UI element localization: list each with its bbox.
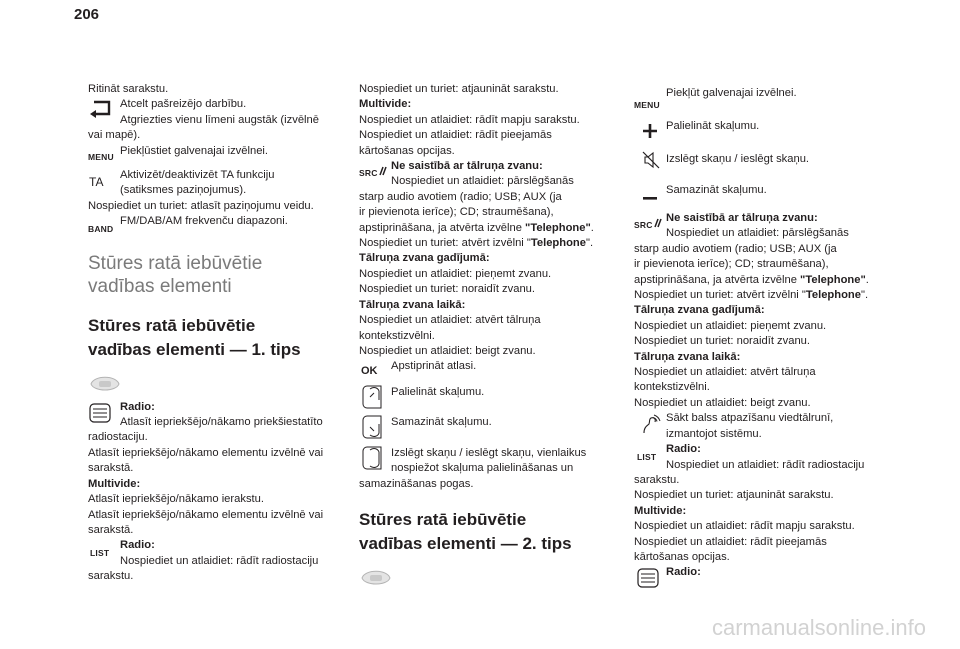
band-label: BAND [88,224,114,235]
text-span: apstiprināšana, ja atvērta izvēlne [634,273,801,286]
text-line: Aktivizēt/deaktivizēt TA funkciju [120,169,275,182]
text-line: Atlasīt iepriekšējo/nākamo elementu izvēlnē vai [88,446,324,459]
band-row [88,214,350,235]
menu-row [634,82,896,116]
text-line: Atlasīt iepriekšējo/nākamo elementu izvēlnē vai [88,508,324,521]
voice-recognition-icon [640,413,662,435]
text-line: Tālruņa zvana gadījumā: [634,304,765,317]
text-line: sarakstu. [88,570,134,583]
back-arrow-icon [88,99,114,119]
text-span: "Telephone" [800,273,866,286]
text-line: ir pievienota ierīce); CD; straumēšana), [634,258,829,271]
src-label [359,166,388,181]
list-label: LIST [637,452,657,463]
scroll-wheel-icon [636,568,660,588]
text-line: Ne saistībā ar tālruņa zvanu: [391,160,543,173]
text-line: Nospiediet un turiet: atjaunināt sarakstu. [359,83,559,95]
text-line: Radio: [666,566,701,579]
column-3 [634,82,896,581]
text-line: Nospiediet un turiet: noraidīt zvanu. [634,335,810,348]
text-line: Atlasīt iepriekšējo/nākamo priekšiestatīto [120,416,323,429]
section-title-line: Stūres ratā iebūvētie [88,252,263,274]
text-line: (satiksmes paziņojumus). [120,184,247,197]
src-text: SRC [634,220,653,230]
text-line: samazināšanas pogas. [359,477,474,490]
menu-row [88,144,350,162]
src-arrows-icon [653,218,663,228]
text-line: Nospiediet un atlaidiet: rādīt mapju sarakstu. [359,113,580,126]
text-span: . [865,273,869,286]
text-line: izmantojot sistēmu. [666,427,762,440]
text-line: Multivide: [634,504,687,517]
src-text: SRC [359,168,378,179]
text-line: vai mapē). [88,129,141,142]
text-line [634,288,896,303]
page-number: 206 [74,6,100,23]
text-line: Nospiediet un turiet: noraidīt zvanu. [359,283,535,296]
text-line: sarakstā. [88,523,134,536]
text-line: sarakstu. [634,473,680,486]
text-line: Multivide: [359,98,412,111]
text-line: starp audio avotiem (radio; USB; AUX (ja [634,242,837,255]
text-line: Nospiediet un atlaidiet: rādīt radiostaciju [666,458,865,471]
text-line: ir pievienota ierīce); CD; straumēšana), [359,206,554,219]
text-span: apstiprināšana, ja atvērta izvēlne [359,221,526,234]
text-line: radiostaciju. [88,431,148,444]
list-row [88,538,350,584]
text-line: Nospiediet un atlaidiet: atvērt tālruņa [634,366,816,379]
mute-row [634,148,896,179]
text-line: Piekļūt galvenajai izvēlnei. [666,87,797,99]
text-line: Atlasīt iepriekšējo/nākamo ierakstu. [88,493,264,506]
text-span: "Telephone" [525,221,591,234]
voice-row [634,411,896,442]
text-line: Samazināt skaļumu. [666,184,767,196]
text-line: Nospiediet un atlaidiet: rādīt mapju sarakstu. [634,520,855,533]
text-line: Piekļūstiet galvenajai izvēlnei. [120,144,269,157]
text-line: Nospiediet un atlaidiet: beigt zvanu. [634,396,811,409]
text-line: kontekstizvēlni. [634,381,710,394]
text-span: ". [586,237,594,250]
text-line: Apstiprināt atlasi. [391,360,477,373]
list-row [634,442,896,565]
text-span: Telephone [530,237,586,250]
text-line: sarakstā. [88,462,134,475]
mute-row [359,446,621,492]
text-line: Atgriezties vienu līmeni augstāk (izvēlnē [120,113,319,126]
text-line: Tālruņa zvana laikā: [359,298,466,311]
menu-label: MENU [634,100,660,110]
text-line: FM/DAB/AM frekvenču diapazoni. [120,215,288,228]
ta-row [88,168,350,214]
text-span: Nospiediet un turiet: atvērt izvēlni " [359,237,531,250]
text-line: Radio: [120,539,155,552]
src-row [359,159,621,359]
volume-down-thumbwheel-icon [359,413,387,441]
text-line: Nospiediet un atlaidiet: pieņemt zvanu. [359,267,552,280]
speaker-mute-icon [642,151,660,169]
text-line: Nospiediet un atlaidiet: rādīt radiostaciju [120,554,319,567]
volume-up-thumbwheel-icon [359,383,387,411]
text-line: Nospiediet un atlaidiet: rādīt pieejamās [359,129,552,142]
plus-icon [643,124,657,139]
text-line: Ne saistībā ar tālruņa zvanu: [666,212,818,224]
text-line: Radio: [666,443,701,456]
text-line: Palielināt skaļumu. [666,120,760,132]
text-line: kontekstizvēlni. [359,329,435,342]
text-span: Nospiediet un turiet: atvērt izvēlni " [634,289,806,302]
menu-label: MENU [88,151,114,162]
text-line: Sākt balss atpazīšanu viedtālrunī, [666,412,834,425]
column-2 [359,82,621,594]
text-line: Atcelt pašreizējo darbību. [120,98,247,111]
text-span: . [590,221,594,234]
text-line: Multivide: [88,477,141,490]
text-line: Nospiediet un atlaidiet: pieņemt zvanu. [634,319,827,332]
text-line [634,273,896,288]
ok-row [359,359,621,378]
list-label: LIST [90,548,110,559]
src-arrows-icon [378,166,388,176]
src-row [634,211,896,411]
text-line: Palielināt skaļumu. [391,385,485,398]
ok-label: OK [361,365,378,378]
vol-up-row [359,385,621,415]
text-line [359,236,621,251]
section-title [88,252,350,298]
text-line [359,221,621,236]
text-line: starp audio avotiem (radio; USB; AUX (ja [359,190,562,203]
subsection-title-line: Stūres ratā iebūvētie [359,509,527,529]
vol-down-row [359,415,621,446]
steering-wheel-icon [88,372,350,394]
text-line: Nospiediet un atlaidiet: pārslēgšanās [391,175,574,188]
subsection-title [359,508,621,556]
radio-row [88,400,350,539]
src-label [634,218,663,233]
text-span: Telephone [805,289,861,302]
mute-thumbwheel-icon [359,444,387,472]
text-line: Izslēgt skaņu / ieslēgt skaņu. [666,153,810,165]
back-row [88,97,350,143]
text-line: Izslēgt skaņu / ieslēgt skaņu, vienlaikus [391,446,587,459]
radio-row [634,565,896,580]
text-line: Nospiediet un turiet: atlasīt paziņojumu veidu. [88,199,314,212]
steering-wheel-icon [359,566,621,588]
column-1 [88,82,350,585]
text-line: Tālruņa zvana laikā: [634,350,741,363]
watermark: carmanualsonline.info [711,615,926,640]
text-line: Samazināt skaļumu. [391,415,492,428]
ta-label: TA [89,175,104,190]
vol-up-row [634,116,896,148]
text-line: Nospiediet un atlaidiet: rādīt pieejamās [634,535,827,548]
text-line: Nospiediet un turiet: atjaunināt sarakstu. [634,489,834,502]
section-title-line: vadības elementi [88,275,232,297]
subsection-title [88,314,350,362]
subsection-title-line: vadības elementi — 1. tips [88,339,301,359]
text-line: Ritināt sarakstu. [88,83,169,95]
vol-down-row [634,179,896,211]
text-line: kārtošanas opcijas. [359,144,455,157]
text-line: Nospiediet un atlaidiet: pārslēgšanās [666,227,849,240]
text-line: Tālruņa zvana gadījumā: [359,252,490,265]
text-line: kārtošanas opcijas. [634,550,730,563]
text-line: Nospiediet un atlaidiet: beigt zvanu. [359,344,536,357]
text-line: nospiežot skaļuma palielināšanas un [391,462,574,475]
text-span: ". [861,289,869,302]
subsection-title-line: Stūres ratā iebūvētie [88,315,256,335]
text-line: Radio: [120,400,155,413]
scroll-wheel-icon [88,403,112,423]
subsection-title-line: vadības elementi — 2. tips [359,533,572,553]
text-line: Nospiediet un atlaidiet: atvērt tālruņa [359,314,541,327]
